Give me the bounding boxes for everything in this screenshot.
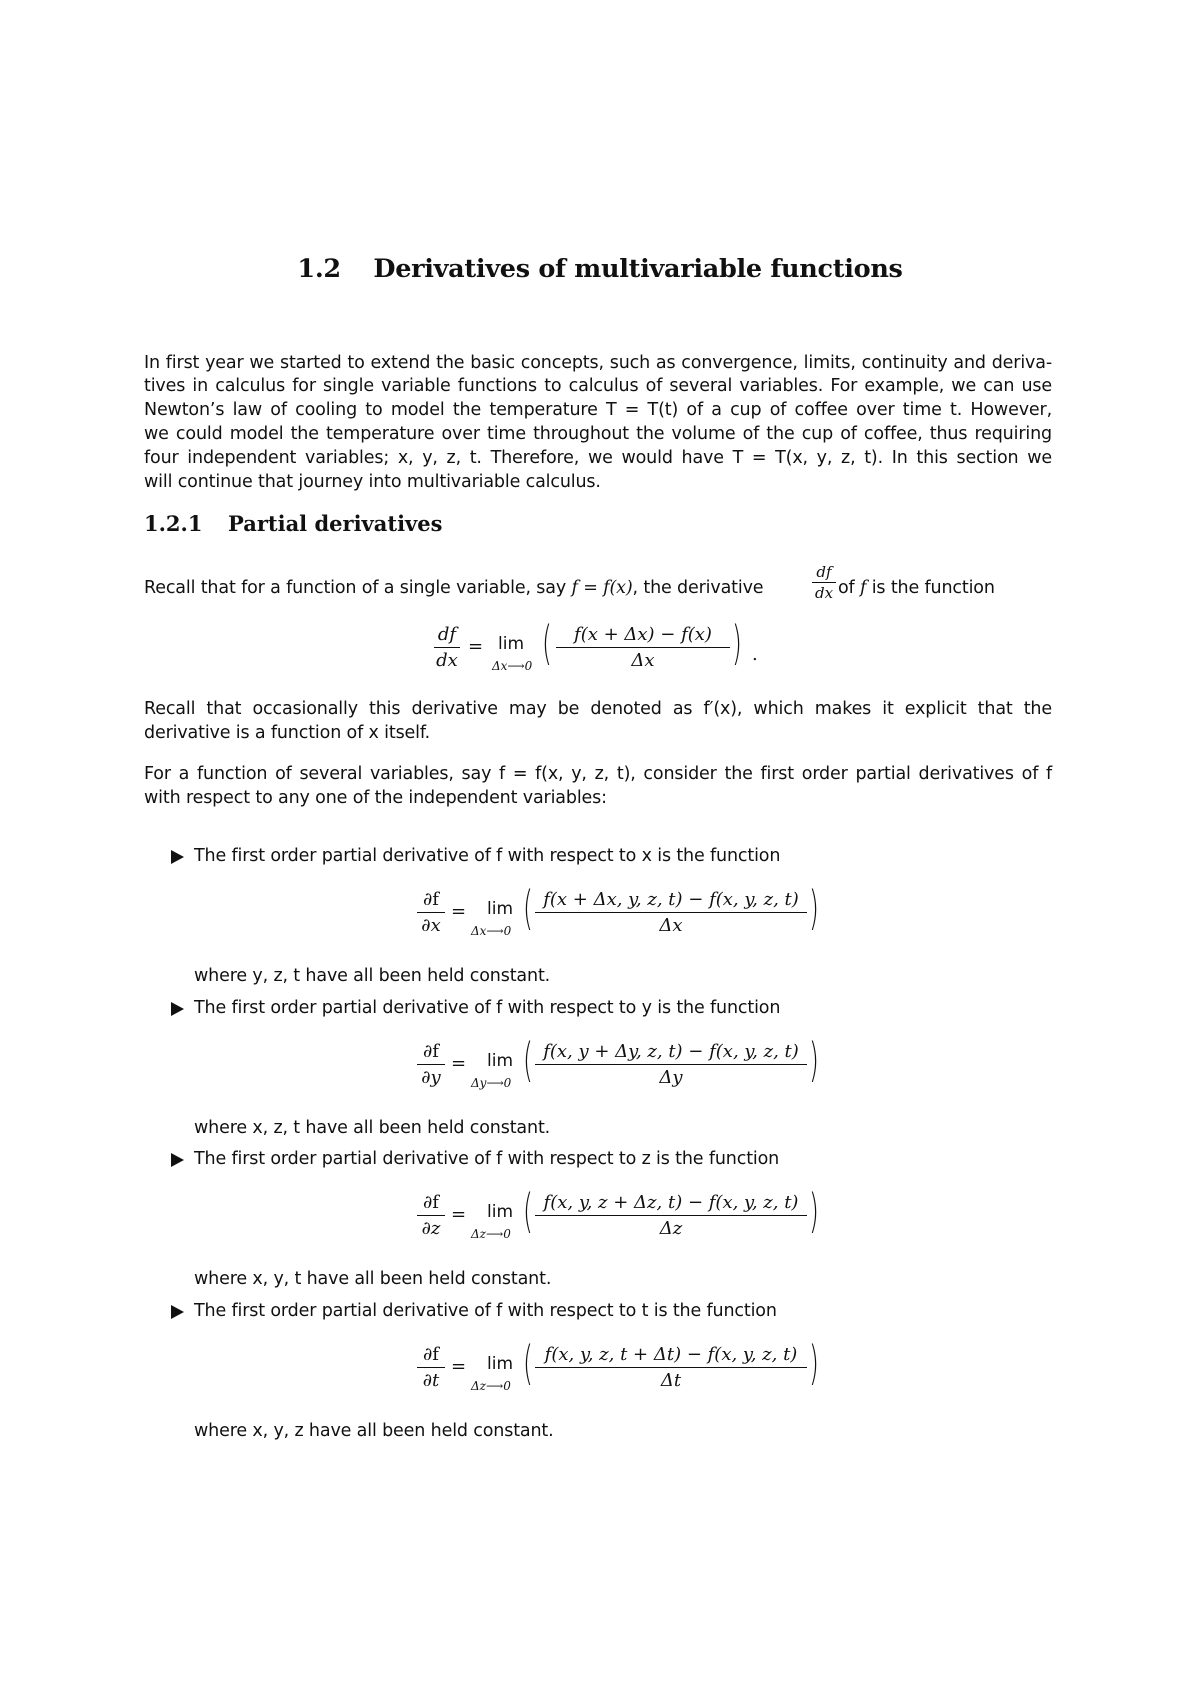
recall-text: Recall that for a function of a single variable, say <box>144 578 572 598</box>
quotient <box>535 889 807 936</box>
intro-line: In first year we started to extend the basic concepts, such as convergence, limits, continuity and deriva- <box>144 353 1052 373</box>
quotient-den: Δx <box>631 650 655 671</box>
equals-sign: = <box>451 1356 467 1377</box>
lhs-fraction <box>417 1192 445 1239</box>
intro-line: four independent variables; x, y, z, t. Therefore, we would have T = T(x, y, z, t). In this section we <box>144 448 1052 468</box>
inline-fraction-den: dx <box>814 584 834 602</box>
lhs-den: ∂z <box>421 1218 441 1239</box>
bullet-text: The first order partial derivative of f with respect to t is the function <box>194 1301 777 1321</box>
equals-sign: = <box>451 1053 467 1074</box>
intro-line: will continue that journey into multivariable calculus. <box>144 472 601 492</box>
equals-sign: = <box>451 1204 467 1225</box>
bullet-triangle-icon <box>171 1305 184 1319</box>
left-paren: ( <box>523 1184 533 1238</box>
paragraph-line: For a function of several variables, say f = f(x, y, z, t), consider the first order partial derivatives of f <box>144 764 1052 784</box>
left-paren: ( <box>542 616 552 670</box>
lim-subscript: Δy⟶0 <box>471 1076 512 1090</box>
lhs-fraction <box>417 1041 445 1088</box>
bullet-text: The first order partial derivative of f with respect to x is the function <box>194 846 781 866</box>
intro-line: tives in calculus for single variable functions to calculus of several variables. For example, we can use <box>144 376 1052 396</box>
quotient <box>535 1041 807 1088</box>
recall-text: , the derivative <box>632 578 764 598</box>
period: . <box>752 644 758 665</box>
lhs-den: ∂t <box>422 1370 440 1391</box>
lim-operator: lim <box>487 1354 514 1374</box>
quotient-num: f(x + Δx, y, z, t) − f(x, y, z, t) <box>543 889 799 910</box>
recall-line: derivative is a function of x itself. <box>144 723 431 743</box>
intro-line: Newton’s law of cooling to model the temperature T = T(t) of a cup of coffee over time t. However, <box>144 400 1052 420</box>
quotient-den: Δx <box>659 915 683 936</box>
equals-sign: = <box>451 901 467 922</box>
bullet-text: The first order partial derivative of f with respect to z is the function <box>194 1149 780 1169</box>
recall-sentence <box>144 577 763 601</box>
partial-derivative-equation <box>413 881 833 957</box>
section-heading <box>0 254 1200 284</box>
equals-sign: = <box>468 636 484 657</box>
quotient-den: Δz <box>659 1218 683 1239</box>
lim-operator: lim <box>487 1051 514 1071</box>
quotient <box>556 624 730 671</box>
subsection-heading <box>144 511 442 536</box>
partial-derivative-equation <box>413 1033 833 1109</box>
recall-text: of <box>838 578 860 598</box>
section-number: 1.2 <box>297 254 341 284</box>
lim-operator: lim <box>487 1202 514 1222</box>
lim-subscript: Δz⟶0 <box>471 1379 511 1393</box>
quotient <box>535 1192 807 1239</box>
bullet-triangle-icon <box>171 1002 184 1016</box>
partial-derivative-equation <box>413 1336 833 1412</box>
left-paren: ( <box>523 881 533 935</box>
intro-line: we could model the temperature over time throughout the volume of the cup of coffee, thus requiring <box>144 424 1052 444</box>
right-paren: ) <box>809 1184 819 1238</box>
quotient-num: f(x, y, z, t + Δt) − f(x, y, z, t) <box>544 1344 798 1365</box>
lim-operator: lim <box>487 899 514 919</box>
derivative-equation <box>430 616 770 692</box>
left-paren: ( <box>523 1033 533 1087</box>
held-constant-note: where x, z, t have all been held constant. <box>194 1118 551 1138</box>
right-paren: ) <box>809 1033 819 1087</box>
lim-operator: lim <box>498 634 525 654</box>
subsection-number: 1.2.1 <box>144 511 203 536</box>
quotient-den: Δt <box>660 1370 682 1391</box>
inline-fraction <box>812 563 836 602</box>
lhs-den: ∂y <box>421 1067 441 1088</box>
quotient-num: f(x, y + Δy, z, t) − f(x, y, z, t) <box>543 1041 799 1062</box>
left-paren: ( <box>523 1336 533 1390</box>
held-constant-note: where x, y, t have all been held constant. <box>194 1269 552 1289</box>
paragraph-line: with respect to any one of the independent variables: <box>144 788 607 808</box>
right-paren: ) <box>809 1336 819 1390</box>
recall-math: f = f(x) <box>571 578 633 598</box>
lim-subscript: Δx⟶0 <box>492 659 533 673</box>
subsection-title: Partial derivatives <box>228 511 443 536</box>
lhs-den: ∂x <box>421 915 441 936</box>
lhs-den: dx <box>436 650 458 671</box>
lhs-num: ∂f <box>423 1192 439 1213</box>
partial-derivative-equation <box>413 1184 833 1260</box>
held-constant-note: where x, y, z have all been held constant. <box>194 1421 554 1441</box>
right-paren: ) <box>809 881 819 935</box>
quotient <box>535 1344 807 1391</box>
lim-subscript: Δx⟶0 <box>471 924 512 938</box>
inline-fraction-num: df <box>816 563 832 581</box>
recall-math: f <box>859 578 867 598</box>
right-paren: ) <box>732 616 742 670</box>
bullet-text: The first order partial derivative of f with respect to y is the function <box>194 998 781 1018</box>
lhs-fraction <box>434 624 460 671</box>
quotient-den: Δy <box>659 1067 683 1088</box>
held-constant-note: where y, z, t have all been held constant. <box>194 966 551 986</box>
bullet-triangle-icon <box>171 850 184 864</box>
recall-line: Recall that occasionally this derivative may be denoted as f′(x), which makes it explicit that the <box>144 699 1052 719</box>
lhs-num: df <box>437 624 457 645</box>
recall-sentence-end <box>838 577 995 601</box>
lhs-num: ∂f <box>423 889 439 910</box>
recall-text: is the function <box>866 578 995 598</box>
lhs-fraction <box>417 889 445 936</box>
quotient-num: f(x, y, z + Δz, t) − f(x, y, z, t) <box>543 1192 799 1213</box>
lhs-fraction <box>417 1344 445 1391</box>
lhs-num: ∂f <box>423 1344 439 1365</box>
lhs-num: ∂f <box>423 1041 439 1062</box>
lim-subscript: Δz⟶0 <box>471 1227 511 1241</box>
quotient-num: f(x + Δx) − f(x) <box>574 624 712 645</box>
bullet-triangle-icon <box>171 1153 184 1167</box>
section-title: Derivatives of multivariable functions <box>373 254 903 284</box>
